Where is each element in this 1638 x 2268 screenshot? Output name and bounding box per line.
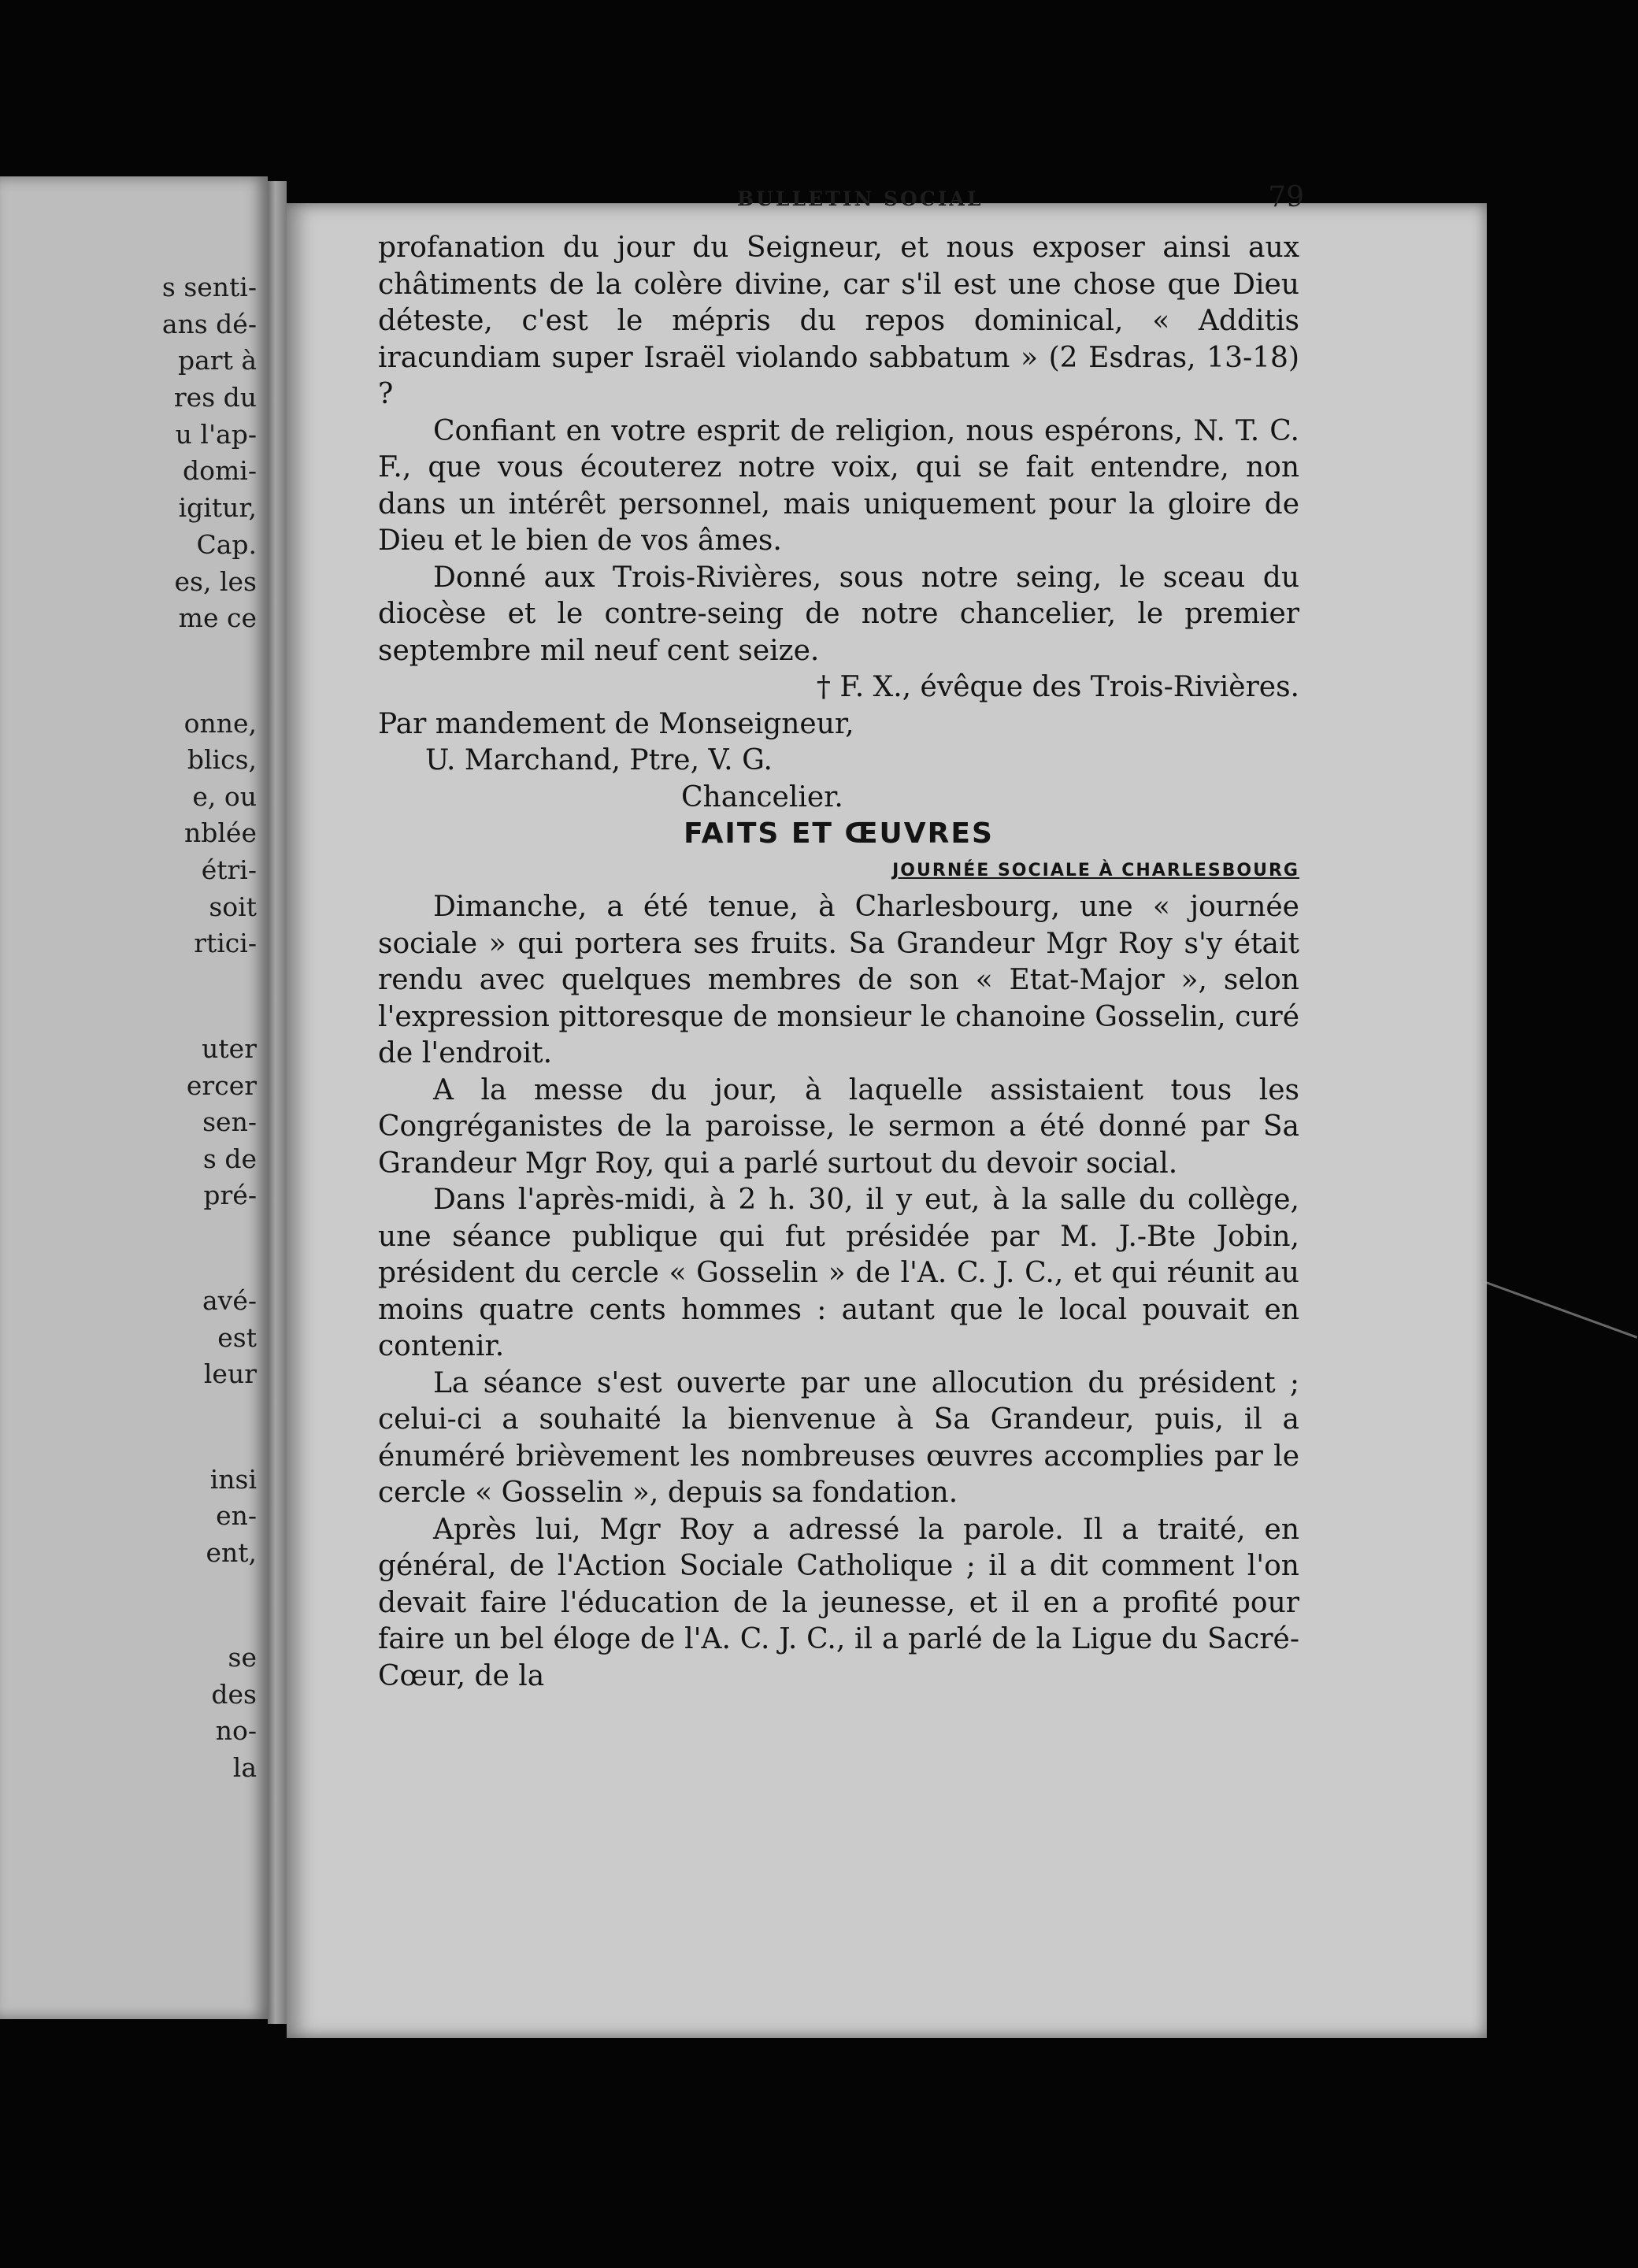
left-page-line-fragment: rtici- [194, 928, 257, 958]
left-page-line-fragment: no- [215, 1715, 257, 1746]
left-page-line-fragment: étri- [201, 854, 257, 885]
chancellor-line: Chancelier. [681, 780, 843, 813]
left-page-line-fragment: ent, [206, 1537, 257, 1568]
left-page-line-fragment: soit [209, 891, 257, 922]
paragraph: Dimanche, a été tenue, à Charlesbourg, une « journée sociale » qui portera ses fruits. Sa Grandeur Mgr Roy s'y était rendu avec quelques membres de son « Etat-Major », selon l'expression pittoresque de monsieur le chanoine Gosselin, curé de l'endroit. [378, 891, 1299, 1069]
left-page-line-fragment: la [232, 1752, 257, 1783]
left-page-line-fragment: se [228, 1642, 257, 1673]
book-spine [268, 181, 287, 2024]
left-page-line-fragment: e, ou [192, 781, 257, 812]
left-page-line-fragment: igitur, [178, 492, 257, 523]
left-page-line-fragment: es, les [174, 566, 257, 597]
mandement-line: Par mandement de Monseigneur, [378, 707, 854, 740]
left-page-line-fragment: blics, [187, 744, 257, 775]
left-page-line-fragment: s senti- [161, 272, 257, 302]
left-page-line-fragment: leur [203, 1358, 257, 1389]
page-number: 79 [1268, 181, 1304, 213]
left-page-line-fragment: avé- [202, 1285, 257, 1316]
paragraph: Après lui, Mgr Roy a adressé la parole. Il a traité, en général, de l'Action Sociale Catholique ; il a dit comment l'on devait faire l'éducation de la jeunesse, et il en a profité pour faire un bel éloge de l'A. C. J. C., il a parlé de la Ligue du Sacré-Cœur, de la [378, 1513, 1299, 1692]
left-page-line-fragment: ans dé- [161, 309, 257, 339]
left-page-line-fragment: est [217, 1322, 257, 1353]
left-page-line-fragment: nblée [184, 817, 257, 848]
left-page-line-fragment: uter [202, 1033, 257, 1064]
paragraph: profanation du jour du Seigneur, et nous exposer ainsi aux châtiments de la colère divine, car s'il est une chose que Dieu déteste, c'est le mépris du repos dominical, « Additis iracundiam super Israël violando sabbatum » (2 Esdras, 13-18) ? [378, 232, 1299, 410]
paragraph: A la messe du jour, à laquelle assistaient tous les Congréganistes de la paroisse, le sermon a été donné par Sa Grandeur Mgr Roy, qui a parlé surtout du devoir social. [378, 1073, 1299, 1180]
left-page-line-fragment: sen- [202, 1106, 257, 1137]
left-page-line-fragment: res du [173, 382, 257, 413]
left-page-line-fragment: u l'ap- [175, 419, 257, 450]
left-page-line-fragment: onne, [183, 708, 257, 739]
article-subtitle: JOURNÉE SOCIALE À CHARLESBOURG [892, 860, 1299, 880]
left-page [0, 176, 268, 2019]
left-page-line-fragment: en- [216, 1500, 257, 1531]
signature: † F. X., évêque des Trois-Rivières. [816, 671, 1299, 703]
left-page-line-fragment: me ce [178, 602, 257, 633]
page-header [446, 173, 1304, 220]
left-page-line-fragment: domi- [183, 455, 257, 486]
left-page-line-fragment: ercer [186, 1070, 257, 1101]
left-page-line-fragment: des [211, 1679, 257, 1710]
paragraph: La séance s'est ouverte par une allocution du président ; celui-ci a souhaité la bienvenue à Sa Grandeur, puis, il a énuméré brièvement les nombreuses œuvres accomplies par le cercle « Gosselin », depuis sa fondation. [378, 1366, 1299, 1509]
left-page-line-fragment: s de [202, 1143, 257, 1174]
main-text [378, 230, 1299, 1695]
running-head: BULLETIN SOCIAL [737, 187, 984, 210]
left-page-line-fragment: pré- [203, 1180, 257, 1210]
left-page-line-fragment: insi [209, 1464, 257, 1495]
vicar-general-line: U. Marchand, Ptre, V. G. [425, 744, 773, 776]
film-scratch [1473, 1280, 1638, 1361]
paragraph: Confiant en votre esprit de religion, nous espérons, N. T. C. F., que vous écouterez notre voix, qui se fait entendre, non dans un intérêt personnel, mais uniquement pour la gloire de Dieu et le bien de vos âmes. [378, 414, 1299, 557]
paragraph: Donné aux Trois-Rivières, sous notre seing, le sceau du diocèse et le contre-seing de notre chancelier, le premier septembre mil neuf cent seize. [378, 561, 1299, 667]
paragraph: Dans l'après-midi, à 2 h. 30, il y eut, à la salle du collège, une séance publique qui fut présidée par M. J.-Bte Jobin, président du cercle « Gosselin » de l'A. C. J. C., et qui réunit au moins quatre cents hommes : autant que le local pouvait en contenir. [378, 1184, 1299, 1362]
left-page-line-fragment: Cap. [196, 529, 257, 560]
section-title: FAITS ET ŒUVRES [684, 817, 994, 850]
left-page-line-fragment: part à [178, 345, 257, 376]
